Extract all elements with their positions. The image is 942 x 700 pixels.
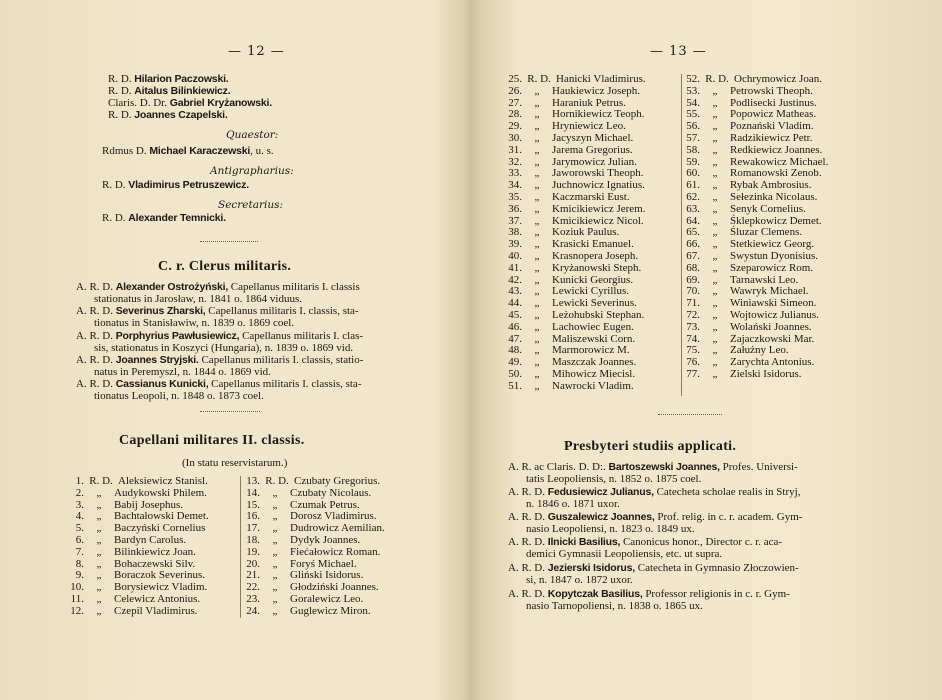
- item-number: 70.: [686, 285, 700, 298]
- title-prefix: „: [712, 261, 718, 274]
- item-number: 56.: [686, 120, 700, 133]
- title-prefix: „: [96, 486, 102, 499]
- list-item: [66, 606, 209, 618]
- item-number: 10.: [70, 581, 84, 594]
- clergy-name: Kryżanowski Steph.: [552, 261, 642, 274]
- title-prefix: „: [272, 604, 278, 617]
- title-prefix: „: [96, 581, 102, 594]
- clerus-entry: A. R. D. Severinus Zharski, Capellanus militaris I. classis, sta- tionatus in Stanisławiw, n. 1839 o. 1869 coel.: [76, 305, 359, 329]
- clergy-name: Borysiewicz Vladim.: [114, 581, 208, 594]
- presbyter-entry: A. R. ac Claris. D. D:. Bartoszewski Joannes, Profes. Universi- tatis Leopoliensis, n. 1852 o. 1875 coel.: [508, 461, 798, 485]
- title-prefix: „: [534, 96, 540, 109]
- title-prefix: „: [712, 238, 718, 251]
- clerus-entry: A. R. D. Alexander Ostrożyński, Capellanus militaris I. classis stationatus in Jarosław, n. 1841 o. 1864 viduus.: [76, 281, 360, 305]
- clergy-name: Wojtowicz Julianus.: [730, 308, 819, 321]
- item-number: 8.: [75, 557, 84, 570]
- title-prefix: „: [712, 332, 718, 345]
- title-prefix: „: [712, 297, 718, 310]
- item-number: 45.: [508, 308, 522, 321]
- clergy-name: Kmicikiewicz Nicol.: [552, 214, 644, 227]
- clergy-column-2: [684, 74, 828, 381]
- title-prefix: „: [712, 356, 718, 369]
- title-prefix: „: [272, 486, 278, 499]
- clergy-name: Winiawski Simeon.: [730, 297, 817, 310]
- clergy-name: Haraniuk Petrus.: [552, 96, 626, 109]
- item-number: 20.: [246, 557, 260, 570]
- clergy-name: Krasicki Emanuel.: [552, 238, 634, 251]
- title-prefix: „: [272, 557, 278, 570]
- item-number: 26.: [508, 84, 522, 97]
- clergy-name: Rewakowicz Michael.: [730, 155, 829, 168]
- item-number: 33.: [508, 167, 522, 180]
- item-number: 39.: [508, 238, 522, 251]
- secretarius-label: Secretarius:: [218, 199, 284, 211]
- item-number: 50.: [508, 367, 522, 380]
- clergy-name: Tarnawski Leo.: [730, 273, 799, 286]
- item-number: 11.: [70, 592, 84, 605]
- item-number: 13.: [246, 475, 260, 487]
- clergy-name: Stetkiewicz Georg.: [730, 238, 815, 251]
- item-number: 58.: [686, 143, 700, 156]
- clergy-name: Bohaczewski Silv.: [114, 557, 196, 570]
- title-prefix: „: [534, 131, 540, 144]
- clergy-name: Mihowicz Miecisl.: [552, 367, 636, 380]
- title-prefix: „: [534, 238, 540, 251]
- item-number: 2.: [75, 486, 84, 499]
- clergy-name: Babij Josephus.: [114, 498, 184, 511]
- clergy-name: Rybak Ambrosius.: [730, 179, 812, 192]
- clergy-name: Szeparowicz Rom.: [730, 261, 814, 274]
- presbyter-entry: A. R. D. Kopytczak Basilius, Professor religionis in c. r. Gym- nasio Tarnopoliensi, n. 1838 o. 1865 ux.: [508, 588, 790, 612]
- item-number: 71.: [686, 297, 700, 310]
- clergy-name: Baczyński Cornelius: [114, 522, 206, 535]
- clergy-name: Jarymowicz Julian.: [552, 155, 637, 168]
- title-prefix: „: [534, 285, 540, 298]
- item-number: 38.: [508, 226, 522, 239]
- clergy-name: Załużny Leo.: [730, 344, 789, 357]
- item-number: 47.: [508, 332, 522, 345]
- title-prefix: „: [272, 569, 278, 582]
- item-number: 22.: [246, 581, 260, 594]
- title-prefix: „: [96, 510, 102, 523]
- item-number: 75.: [686, 344, 700, 357]
- item-number: 3.: [75, 498, 84, 511]
- clergy-name: Bilinkiewicz Joan.: [114, 545, 196, 558]
- item-number: 30.: [508, 131, 522, 144]
- clergy-name: Sełezinka Nicolaus.: [730, 190, 818, 203]
- title-prefix: „: [712, 344, 718, 357]
- clergy-name: Senyk Cornelius.: [730, 202, 806, 215]
- title-prefix: „: [712, 179, 718, 192]
- clergy-name: Jacyszyn Michael.: [552, 131, 634, 144]
- column-divider: [240, 476, 241, 618]
- title-prefix: „: [534, 167, 540, 180]
- item-number: 61.: [686, 179, 700, 192]
- list-item: R. D. Joannes Czapelski.: [108, 109, 228, 121]
- title-prefix: „: [96, 522, 102, 535]
- page-number-right: — 13 —: [650, 44, 707, 59]
- presbyter-entry: A. R. D. Jezierski Isidorus, Catecheta in Gymnasio Złoczowien- si, n. 1847 o. 1872 uxor.: [508, 562, 799, 586]
- item-number: 16.: [246, 510, 260, 523]
- title-prefix: „: [96, 604, 102, 617]
- title-prefix: „: [712, 131, 718, 144]
- clergy-name: Kaczmarski Eust.: [552, 190, 630, 203]
- clergy-name: Foryś Michael.: [290, 557, 357, 570]
- item-number: 52.: [686, 73, 700, 85]
- title-prefix: „: [272, 545, 278, 558]
- item-number: 29.: [508, 120, 522, 133]
- clergy-name: Zajaczkowski Mar.: [730, 332, 815, 345]
- title-prefix: „: [272, 581, 278, 594]
- clergy-name: Czepil Vladimirus.: [114, 604, 198, 617]
- clergy-name: Celewicz Antonius.: [114, 592, 201, 605]
- clergy-name: Dudrowicz Aemilian.: [290, 522, 385, 535]
- clergy-name: Fiećałowicz Roman.: [290, 545, 381, 558]
- title-prefix: „: [534, 344, 540, 357]
- title-prefix: „: [712, 190, 718, 203]
- item-number: 40.: [508, 249, 522, 262]
- title-prefix: „: [534, 379, 540, 392]
- list-item: R. D. Aitalus Bilinkiewicz.: [108, 85, 231, 97]
- title-prefix: „: [534, 108, 540, 121]
- item-number: 24.: [246, 604, 260, 617]
- item-number: 65.: [686, 226, 700, 239]
- clerus-entry: A. R. D. Joannes Stryjski. Capellanus militaris I. classis, statio- natus in Peremyszl, n. 1844 o. 1869 vid.: [76, 354, 364, 378]
- item-number: 62.: [686, 190, 700, 203]
- title-prefix: „: [534, 320, 540, 333]
- title-prefix: „: [712, 120, 718, 133]
- item-number: 28.: [508, 108, 522, 121]
- clergy-name: Hryniewicz Leo.: [552, 120, 626, 133]
- clergy-name: Śluzar Clemens.: [730, 226, 803, 239]
- item-number: 21.: [246, 569, 260, 582]
- clergy-name: Czubaty Nicolaus.: [290, 486, 372, 499]
- title-prefix: „: [712, 202, 718, 215]
- item-number: 59.: [686, 155, 700, 168]
- title-prefix: R. D.: [89, 475, 113, 487]
- divider: [200, 241, 258, 242]
- item-number: 74.: [686, 332, 700, 345]
- clergy-name: Ochrymowicz Joan.: [734, 73, 822, 85]
- clerus-entry: A. R. D. Porphyrius Pawłusiewicz, Capellanus militaris I. clas- sis, stationatus in Koszyci (Hungaria), n. 1839 o. 1869 vid.: [76, 330, 364, 354]
- item-number: 35.: [508, 190, 522, 203]
- clergy-name: Leżohubski Stephan.: [552, 308, 645, 321]
- clergy-name: Kmicikiewicz Jerem.: [552, 202, 646, 215]
- clergy-name: Wawryk Michael.: [730, 285, 809, 298]
- title-prefix: R. D.: [527, 73, 551, 85]
- item-number: 37.: [508, 214, 522, 227]
- clerus-entry: A. R. D. Cassianus Kunicki, Capellanus militaris I. classis, sta- tionatus Leopoli, n. 1848 o. 1873 coel.: [76, 378, 362, 402]
- list-item: Claris. D. Dr. Gabriel Kryżanowski.: [108, 97, 272, 109]
- clergy-name: Haukiewicz Joseph.: [552, 84, 640, 97]
- item-number: 60.: [686, 167, 700, 180]
- clergy-name: Zarychta Antonius.: [730, 356, 815, 369]
- clergy-name: Radzikiewicz Petr.: [730, 131, 813, 144]
- item-number: 12.: [70, 604, 84, 617]
- presbyter-entry: A. R. D. Ilnicki Basilius, Canonicus honor., Director c. r. aca- demici Gymnasii Leopoliensis, etc. ut supra.: [508, 536, 783, 560]
- title-prefix: „: [96, 533, 102, 546]
- divider: [200, 411, 260, 412]
- clergy-name: Maszczak Joannes.: [552, 356, 637, 369]
- clergy-name: Lewicki Severinus.: [552, 297, 637, 310]
- right-page: [470, 0, 942, 700]
- capellani-column-1: [66, 476, 209, 618]
- presbyteri-heading: Presbyteri studiis applicati.: [564, 439, 737, 454]
- item-number: 23.: [246, 592, 260, 605]
- item-number: 18.: [246, 533, 260, 546]
- item-number: 73.: [686, 320, 700, 333]
- item-number: 25.: [508, 73, 522, 85]
- item-number: 42.: [508, 273, 522, 286]
- title-prefix: „: [712, 167, 718, 180]
- title-prefix: „: [534, 202, 540, 215]
- title-prefix: R. D.: [705, 73, 729, 85]
- title-prefix: „: [712, 214, 718, 227]
- title-prefix: „: [534, 143, 540, 156]
- title-prefix: „: [272, 522, 278, 535]
- title-prefix: „: [712, 143, 718, 156]
- item-number: 43.: [508, 285, 522, 298]
- clergy-name: Poznański Vladim.: [730, 120, 814, 133]
- antigraph-label: Antigrapharius:: [210, 165, 294, 177]
- item-number: 6.: [75, 533, 84, 546]
- title-prefix: „: [534, 308, 540, 321]
- item-number: 1.: [75, 475, 84, 487]
- title-prefix: „: [534, 356, 540, 369]
- title-prefix: „: [534, 249, 540, 262]
- item-number: 4.: [75, 510, 84, 523]
- item-number: 67.: [686, 249, 700, 262]
- quaestor-entry: Rdmus D. Michael Karaczewski, u. s.: [102, 145, 274, 157]
- column-divider: [681, 74, 682, 396]
- item-number: 53.: [686, 84, 700, 97]
- capellani-column-2: [244, 476, 385, 618]
- item-number: 76.: [686, 356, 700, 369]
- clergy-column-1: [504, 74, 646, 393]
- item-number: 27.: [508, 96, 522, 109]
- clergy-name: Bachtałowski Demet.: [114, 510, 209, 523]
- item-number: 36.: [508, 202, 522, 215]
- clergy-name: Marmorowicz M.: [552, 344, 630, 357]
- item-number: 34.: [508, 179, 522, 192]
- title-prefix: „: [712, 96, 718, 109]
- item-number: 51.: [508, 379, 522, 392]
- list-item: [244, 606, 385, 618]
- title-prefix: „: [534, 84, 540, 97]
- item-number: 66.: [686, 238, 700, 251]
- title-prefix: „: [272, 592, 278, 605]
- clergy-name: Nawrocki Vladim.: [552, 379, 634, 392]
- clergy-name: Gliński Isidorus.: [290, 569, 364, 582]
- clergy-name: Juchnowicz Ignatius.: [552, 179, 645, 192]
- clergy-name: Jarema Gregorius.: [552, 143, 633, 156]
- title-prefix: „: [534, 297, 540, 310]
- title-prefix: „: [96, 569, 102, 582]
- clergy-name: Redkiewicz Joannes.: [730, 143, 823, 156]
- clergy-name: Goralewicz Leo.: [290, 592, 364, 605]
- clergy-name: Kunicki Georgius.: [552, 273, 634, 286]
- title-prefix: „: [534, 190, 540, 203]
- item-number: 63.: [686, 202, 700, 215]
- item-number: 19.: [246, 545, 260, 558]
- title-prefix: „: [712, 249, 718, 262]
- item-number: 46.: [508, 320, 522, 333]
- capellani-heading: Capellani militares II. classis.: [119, 433, 305, 448]
- clergy-name: Swystun Dyonisius.: [730, 249, 819, 262]
- item-number: 77.: [686, 367, 700, 380]
- title-prefix: „: [712, 108, 718, 121]
- item-number: 31.: [508, 143, 522, 156]
- presbyter-entry: A. R. D. Fedusiewicz Julianus, Catecheta scholae realis in Stryj, n. 1846 o. 1871 uxor.: [508, 486, 801, 510]
- clergy-name: Głodziński Joannes.: [290, 581, 379, 594]
- title-prefix: „: [534, 367, 540, 380]
- title-prefix: „: [96, 498, 102, 511]
- title-prefix: „: [534, 332, 540, 345]
- item-number: 48.: [508, 344, 522, 357]
- title-prefix: „: [712, 155, 718, 168]
- item-number: 7.: [75, 545, 84, 558]
- clergy-name: Bardyn Carolus.: [114, 533, 187, 546]
- title-prefix: „: [272, 498, 278, 511]
- title-prefix: „: [712, 84, 718, 97]
- clergy-name: Petrowski Theoph.: [730, 84, 813, 97]
- divider: [658, 414, 722, 415]
- item-number: 49.: [508, 356, 522, 369]
- item-number: 14.: [246, 486, 260, 499]
- secretarius-entry: R. D. Alexander Temnicki.: [102, 212, 226, 224]
- quaestor-label: Quaestor:: [226, 129, 279, 141]
- title-prefix: „: [712, 367, 718, 380]
- item-number: 41.: [508, 261, 522, 274]
- item-number: 17.: [246, 522, 260, 535]
- clergy-name: Guglewicz Miron.: [290, 604, 371, 617]
- title-prefix: „: [534, 226, 540, 239]
- list-item: [684, 369, 828, 381]
- item-number: 15.: [246, 498, 260, 511]
- title-prefix: „: [272, 533, 278, 546]
- clergy-name: Krasnopera Joseph.: [552, 249, 639, 262]
- capellani-subheading: (In statu reservistarum.): [182, 457, 288, 469]
- title-prefix: „: [534, 120, 540, 133]
- title-prefix: „: [534, 214, 540, 227]
- item-number: 54.: [686, 96, 700, 109]
- title-prefix: „: [272, 510, 278, 523]
- item-number: 69.: [686, 273, 700, 286]
- clergy-name: Boraczok Severinus.: [114, 569, 206, 582]
- clerus-heading: C. r. Clerus militaris.: [158, 259, 292, 274]
- clergy-name: Śklepkowicz Demet.: [730, 214, 822, 227]
- clergy-name: Lewicki Cyrillus.: [552, 285, 629, 298]
- clergy-name: Hanicki Vladimirus.: [556, 73, 646, 85]
- clergy-name: Czubaty Gregorius.: [294, 475, 381, 487]
- page-number-left: — 12 —: [228, 44, 285, 59]
- title-prefix: „: [712, 308, 718, 321]
- clergy-name: Podlisecki Justinus.: [730, 96, 817, 109]
- item-number: 55.: [686, 108, 700, 121]
- clergy-name: Wolański Joannes.: [730, 320, 812, 333]
- title-prefix: „: [534, 273, 540, 286]
- left-page: [0, 0, 470, 700]
- clergy-name: Romanowski Zenob.: [730, 167, 822, 180]
- clergy-name: Dydyk Joannes.: [290, 533, 361, 546]
- clergy-name: Popowicz Matheas.: [730, 108, 817, 121]
- title-prefix: „: [96, 592, 102, 605]
- item-number: 64.: [686, 214, 700, 227]
- title-prefix: „: [712, 285, 718, 298]
- item-number: 32.: [508, 155, 522, 168]
- clergy-name: Zielski Isidorus.: [730, 367, 802, 380]
- clergy-name: Hornikiewicz Teoph.: [552, 108, 645, 121]
- clergy-name: Dorosz Vladimirus.: [290, 510, 377, 523]
- title-prefix: „: [534, 261, 540, 274]
- title-prefix: „: [712, 226, 718, 239]
- item-number: 44.: [508, 297, 522, 310]
- clergy-name: Lachowiec Eugen.: [552, 320, 634, 333]
- clergy-name: Aleksiewicz Stanisl.: [118, 475, 208, 487]
- title-prefix: „: [712, 320, 718, 333]
- item-number: 9.: [75, 569, 84, 582]
- title-prefix: „: [96, 557, 102, 570]
- title-prefix: „: [712, 273, 718, 286]
- antigraph-entry: R. D. Vladimirus Petruszewicz.: [102, 179, 249, 191]
- list-item: R. D. Hilarion Paczowski.: [108, 73, 229, 85]
- clergy-name: Maliszewski Corn.: [552, 332, 636, 345]
- clergy-name: Koziuk Paulus.: [552, 226, 620, 239]
- presbyter-entry: A. R. D. Guszalewicz Joannes, Prof. relig. in c. r. academ. Gym- nasio Leopoliensi, n. 1823 o. 1849 ux.: [508, 511, 803, 535]
- title-prefix: R. D.: [265, 475, 289, 487]
- item-number: 5.: [75, 522, 84, 535]
- title-prefix: „: [534, 179, 540, 192]
- clergy-name: Jaworowski Theoph.: [552, 167, 644, 180]
- title-prefix: „: [534, 155, 540, 168]
- clergy-name: Audykowski Philem.: [114, 486, 207, 499]
- list-item: [504, 381, 646, 393]
- title-prefix: „: [96, 545, 102, 558]
- item-number: 72.: [686, 308, 700, 321]
- item-number: 57.: [686, 131, 700, 144]
- item-number: 68.: [686, 261, 700, 274]
- clergy-name: Czumak Petrus.: [290, 498, 360, 511]
